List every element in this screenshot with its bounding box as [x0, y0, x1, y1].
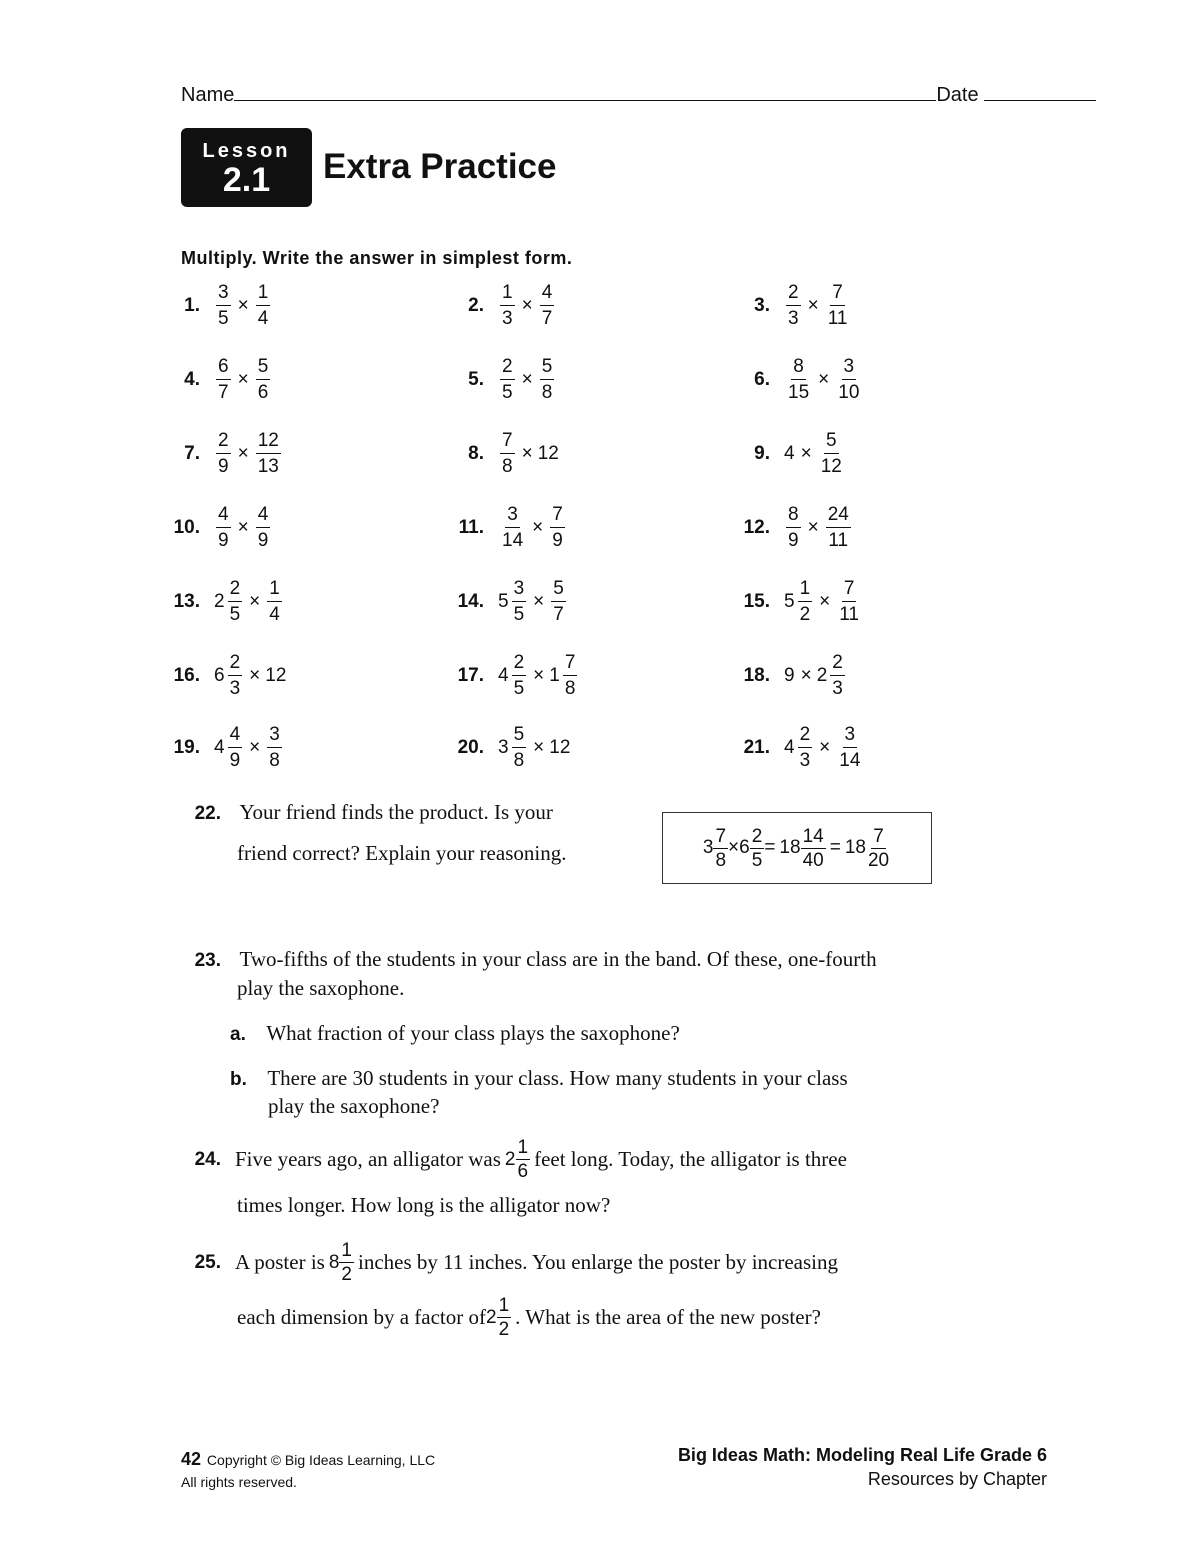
- denominator: 14: [502, 530, 524, 551]
- numerator: 2: [228, 579, 243, 602]
- problem-number: 22.: [194, 803, 221, 824]
- fraction: [540, 283, 555, 328]
- fraction: [216, 431, 231, 476]
- fraction: [563, 653, 578, 698]
- denominator: 5: [751, 849, 763, 871]
- page-number: 42: [181, 1449, 202, 1469]
- fraction: [267, 579, 282, 624]
- fraction: [500, 283, 515, 328]
- denominator: 9: [229, 750, 241, 771]
- denominator: 10: [838, 382, 860, 403]
- problem-24: [181, 1138, 847, 1181]
- problem-number: 14.: [457, 590, 484, 612]
- whole-number: 4: [784, 736, 795, 758]
- problem-25-pre: A poster is: [235, 1250, 325, 1274]
- fraction: [826, 283, 850, 328]
- numerator: 7: [715, 825, 727, 847]
- practice-problem: [160, 579, 284, 624]
- denominator: 2: [341, 1264, 352, 1285]
- numerator: 3: [843, 725, 858, 748]
- practice-problem: [160, 431, 283, 476]
- numerator: 1: [341, 1240, 352, 1261]
- denominator: 8: [564, 678, 576, 699]
- fraction: [512, 579, 527, 624]
- fraction: [512, 653, 527, 698]
- problem-number: 18.: [743, 664, 770, 686]
- whole-number: 1: [549, 664, 560, 686]
- practice-problem: [160, 283, 272, 328]
- practice-problem: [444, 283, 556, 328]
- fraction: [786, 505, 801, 550]
- fraction: [837, 579, 861, 624]
- numerator: 7: [830, 283, 845, 306]
- lesson-number: 2.1: [222, 161, 271, 199]
- mixed-fraction: [339, 1241, 354, 1284]
- problem-number: 13.: [173, 590, 200, 612]
- practice-problem: [730, 653, 847, 698]
- numerator: 8: [791, 357, 806, 380]
- denominator: 9: [552, 530, 563, 551]
- copyright-line: [181, 1448, 435, 1471]
- times-sign: ×: [249, 736, 261, 758]
- fraction: [836, 357, 861, 402]
- times-sign: ×: [807, 294, 819, 316]
- denominator: 3: [832, 678, 843, 699]
- whole-number: 3: [498, 736, 509, 758]
- times-sign: ×: [237, 516, 249, 538]
- problem-number: 5.: [468, 368, 484, 390]
- denominator: 9: [218, 456, 229, 477]
- mixed-whole: 8: [328, 1251, 340, 1273]
- problem-23a-text: What fraction of your class plays the saxophone?: [266, 1021, 680, 1045]
- problem-22: [181, 800, 553, 825]
- denominator: 8: [513, 750, 525, 771]
- numerator: 5: [551, 579, 566, 602]
- denominator: 13: [257, 456, 279, 477]
- problem-number: 6.: [754, 368, 770, 390]
- problem-25: [181, 1241, 838, 1284]
- eq-r2-whole: 18: [844, 837, 866, 858]
- times-sign: ×: [237, 368, 249, 390]
- eq-r1-whole: 18: [779, 837, 801, 858]
- practice-problem: [730, 431, 846, 476]
- numerator: 1: [256, 283, 271, 306]
- fraction: [216, 283, 231, 328]
- fraction: [256, 357, 271, 402]
- numerator: 3: [842, 357, 857, 380]
- practice-problem: [444, 579, 568, 624]
- friend-equation-box: [662, 812, 932, 884]
- whole-number: 6: [214, 664, 225, 686]
- practice-problem: [730, 725, 864, 770]
- whole-number: 2: [816, 664, 828, 686]
- numerator: 4: [228, 725, 243, 748]
- fraction: [228, 653, 243, 698]
- part-label: a.: [230, 1024, 246, 1045]
- fraction: [837, 725, 862, 770]
- numerator: 1: [498, 1295, 510, 1316]
- numerator: 3: [216, 283, 231, 306]
- fraction: [798, 725, 813, 770]
- fraction: [216, 505, 231, 550]
- numerator: 2: [216, 431, 231, 454]
- practice-problem: [444, 725, 571, 770]
- times-sign: ×: [800, 442, 812, 464]
- problem-number: 7.: [184, 442, 200, 464]
- denominator: 8: [541, 382, 553, 403]
- denominator: 9: [788, 530, 799, 551]
- name-date-line: [181, 84, 1096, 107]
- times-sign: ×: [819, 590, 831, 612]
- footer-right: [678, 1443, 1047, 1491]
- part-label: b.: [230, 1069, 247, 1090]
- numerator: 1: [267, 579, 282, 602]
- eq-b-fraction: [750, 827, 765, 870]
- numerator: 12: [256, 431, 281, 454]
- fraction: [551, 579, 566, 624]
- mixed-fraction: [497, 1296, 512, 1339]
- problem-23b: [230, 1066, 848, 1091]
- numerator: 7: [550, 505, 565, 528]
- problem-23b-line2: play the saxophone?: [268, 1094, 440, 1118]
- fraction: [500, 505, 525, 550]
- page-title: Extra Practice: [323, 147, 557, 186]
- name-blank[interactable]: [234, 99, 936, 101]
- name-label: Name: [181, 84, 235, 106]
- problem-number: 10.: [173, 516, 200, 538]
- whole-number: 12: [265, 664, 287, 686]
- fraction: [512, 725, 527, 770]
- denominator: 7: [553, 604, 564, 625]
- problem-number: 8.: [468, 442, 484, 464]
- times-sign: ×: [800, 664, 812, 686]
- denominator: 12: [820, 456, 842, 477]
- problem-24-line2: times longer. How long is the alligator now?: [237, 1193, 611, 1217]
- problem-number: 21.: [743, 736, 770, 758]
- numerator: 3: [267, 725, 282, 748]
- practice-problem: [160, 357, 272, 402]
- problem-number: 3.: [754, 294, 770, 316]
- denominator: 15: [788, 382, 810, 403]
- times-sign: ×: [818, 368, 830, 390]
- numerator: 7: [873, 825, 884, 847]
- fraction: [256, 283, 271, 328]
- denominator: 5: [229, 604, 241, 625]
- problem-number: 11.: [458, 516, 484, 538]
- fraction: [786, 357, 811, 402]
- whole-number: 9: [784, 664, 795, 686]
- denominator: 7: [218, 382, 229, 403]
- eq-b-whole: 6: [739, 837, 750, 858]
- numerator: 6: [216, 357, 231, 380]
- times-sign: ×: [249, 664, 261, 686]
- numerator: 3: [512, 579, 527, 602]
- denominator: 9: [257, 530, 269, 551]
- fraction: [216, 357, 231, 402]
- fraction: [550, 505, 565, 550]
- instructions: Multiply. Write the answer in simplest form.: [181, 248, 573, 268]
- problem-23b-line1: There are 30 students in your class. How many students in your class: [267, 1066, 848, 1090]
- problem-number: 25.: [194, 1251, 221, 1273]
- numerator: 2: [830, 653, 845, 676]
- times-sign: ×: [249, 590, 261, 612]
- problem-22-line2: friend correct? Explain your reasoning.: [237, 841, 567, 865]
- problem-23-line2: play the saxophone.: [237, 976, 405, 1000]
- numerator: 5: [540, 357, 555, 380]
- fraction: [500, 357, 515, 402]
- problem-number: 15.: [743, 590, 770, 612]
- mixed-whole: 2: [504, 1148, 516, 1170]
- times-sign: ×: [533, 664, 545, 686]
- date-label: Date: [936, 84, 979, 106]
- problem-number: 24.: [194, 1148, 221, 1170]
- whole-number: 2: [214, 590, 225, 612]
- practice-problem: [444, 505, 567, 550]
- denominator: 11: [839, 604, 859, 625]
- numerator: 8: [786, 505, 801, 528]
- whole-number: 4: [214, 736, 225, 758]
- eq-r1-fraction: [801, 827, 826, 870]
- problem-number: 1.: [184, 294, 200, 316]
- eq-a-whole: 3: [702, 837, 714, 858]
- denominator: 11: [828, 530, 849, 551]
- numerator: 1: [517, 1137, 529, 1158]
- numerator: 14: [802, 825, 824, 847]
- problem-25-line2-post: . What is the area of the new poster?: [515, 1305, 821, 1329]
- denominator: 7: [541, 308, 553, 329]
- problem-number: 17.: [457, 664, 484, 686]
- problem-number: 23.: [194, 950, 221, 971]
- whole-number: 5: [498, 590, 509, 612]
- problem-25-line2-pre: each dimension by a factor of: [237, 1305, 486, 1329]
- numerator: 5: [256, 357, 271, 380]
- denominator: 3: [799, 750, 811, 771]
- denominator: 2: [498, 1319, 510, 1340]
- denominator: 3: [788, 308, 799, 329]
- problem-24-post: feet long. Today, the alligator is three: [534, 1147, 847, 1171]
- problem-number: 9.: [754, 442, 770, 464]
- denominator: 40: [802, 849, 824, 871]
- times-sign: ×: [532, 516, 544, 538]
- denominator: 20: [867, 849, 890, 871]
- copyright-text: Copyright © Big Ideas Learning, LLC: [206, 1452, 436, 1468]
- denominator: 8: [715, 849, 727, 871]
- book-title: Big Ideas Math: Modeling Real Life Grade 6: [677, 1445, 1047, 1465]
- problem-25-post: inches by 11 inches. You enlarge the poster by increasing: [358, 1250, 838, 1274]
- denominator: 5: [513, 604, 525, 625]
- whole-number: 4: [784, 442, 795, 464]
- times-sign: ×: [819, 736, 831, 758]
- mixed-whole: 2: [486, 1306, 497, 1328]
- fraction: [830, 653, 845, 698]
- numerator: 24: [826, 505, 851, 528]
- numerator: 5: [512, 725, 527, 748]
- whole-number: 12: [537, 442, 559, 464]
- times-sign: ×: [237, 442, 249, 464]
- practice-problem: [444, 431, 560, 476]
- problem-23: [181, 947, 877, 972]
- practice-problem: [160, 725, 284, 770]
- denominator: 4: [269, 604, 280, 625]
- denominator: 8: [269, 750, 280, 771]
- rights-text: All rights reserved.: [181, 1474, 297, 1490]
- mixed-fraction: [516, 1138, 531, 1181]
- fraction: [786, 283, 801, 328]
- date-blank[interactable]: [984, 99, 1096, 101]
- footer-left: [181, 1448, 435, 1493]
- denominator: 5: [218, 308, 229, 329]
- lesson-badge: [181, 128, 312, 207]
- numerator: 5: [824, 431, 839, 454]
- denominator: 3: [229, 678, 241, 699]
- fraction: [228, 579, 243, 624]
- eq-a-fraction: [713, 827, 728, 870]
- practice-problem: [444, 653, 579, 698]
- numerator: 2: [798, 725, 813, 748]
- numerator: 4: [216, 505, 231, 528]
- denominator: 2: [799, 604, 811, 625]
- problem-number: 2.: [468, 294, 484, 316]
- fraction: [228, 725, 243, 770]
- denominator: 11: [827, 308, 848, 329]
- times-sign: ×: [521, 442, 533, 464]
- times-sign: ×: [521, 368, 533, 390]
- denominator: 5: [513, 678, 525, 699]
- practice-problem: [444, 357, 556, 402]
- times-sign: ×: [533, 590, 545, 612]
- numerator: 1: [500, 283, 515, 306]
- numerator: 2: [228, 653, 243, 676]
- denominator: 9: [218, 530, 229, 551]
- practice-problem: [730, 505, 853, 550]
- equals-sign: =: [764, 837, 776, 858]
- fraction: [798, 579, 813, 624]
- denominator: 14: [839, 750, 861, 771]
- problem-number: 12.: [743, 516, 770, 538]
- times-sign: ×: [728, 837, 740, 858]
- numerator: 7: [563, 653, 578, 676]
- eq-r2-fraction: [866, 827, 891, 870]
- fraction: [826, 505, 851, 550]
- fraction: [267, 725, 282, 770]
- numerator: 7: [842, 579, 857, 602]
- practice-problem: [730, 579, 863, 624]
- fraction: [256, 431, 281, 476]
- times-sign: ×: [533, 736, 545, 758]
- numerator: 4: [540, 283, 555, 306]
- numerator: 2: [751, 825, 763, 847]
- practice-problem: [160, 653, 287, 698]
- numerator: 2: [786, 283, 801, 306]
- equals-sign: =: [829, 837, 841, 858]
- times-sign: ×: [521, 294, 533, 316]
- denominator: 6: [517, 1161, 529, 1182]
- denominator: 5: [502, 382, 513, 403]
- practice-problem: [730, 357, 863, 402]
- problem-25-line2: [237, 1296, 821, 1339]
- numerator: 2: [512, 653, 527, 676]
- fraction: [819, 431, 844, 476]
- fraction: [500, 431, 515, 476]
- problem-number: 19.: [173, 736, 200, 758]
- practice-problem: [730, 283, 851, 328]
- denominator: 3: [502, 308, 513, 329]
- numerator: 7: [500, 431, 515, 454]
- problem-22-line1: Your friend finds the product. Is your: [239, 800, 553, 824]
- numerator: 4: [256, 505, 271, 528]
- denominator: 8: [502, 456, 513, 477]
- whole-number: 5: [784, 590, 795, 612]
- lesson-word: Lesson: [202, 140, 291, 162]
- denominator: 4: [257, 308, 269, 329]
- whole-number: 12: [549, 736, 571, 758]
- fraction: [256, 505, 271, 550]
- problem-number: 20.: [457, 736, 484, 758]
- problem-23a: [230, 1021, 680, 1046]
- book-subtitle: Resources by Chapter: [867, 1469, 1047, 1489]
- numerator: 1: [798, 579, 813, 602]
- problem-23-line1: Two-fifths of the students in your class are in the band. Of these, one-fourth: [239, 947, 877, 971]
- numerator: 2: [500, 357, 515, 380]
- practice-problem: [160, 505, 272, 550]
- fraction: [540, 357, 555, 402]
- times-sign: ×: [807, 516, 819, 538]
- numerator: 3: [505, 505, 520, 528]
- problem-number: 4.: [184, 368, 200, 390]
- problem-24-pre: Five years ago, an alligator was: [235, 1147, 501, 1171]
- times-sign: ×: [237, 294, 249, 316]
- whole-number: 4: [498, 664, 509, 686]
- problem-number: 16.: [173, 664, 200, 686]
- denominator: 6: [257, 382, 269, 403]
